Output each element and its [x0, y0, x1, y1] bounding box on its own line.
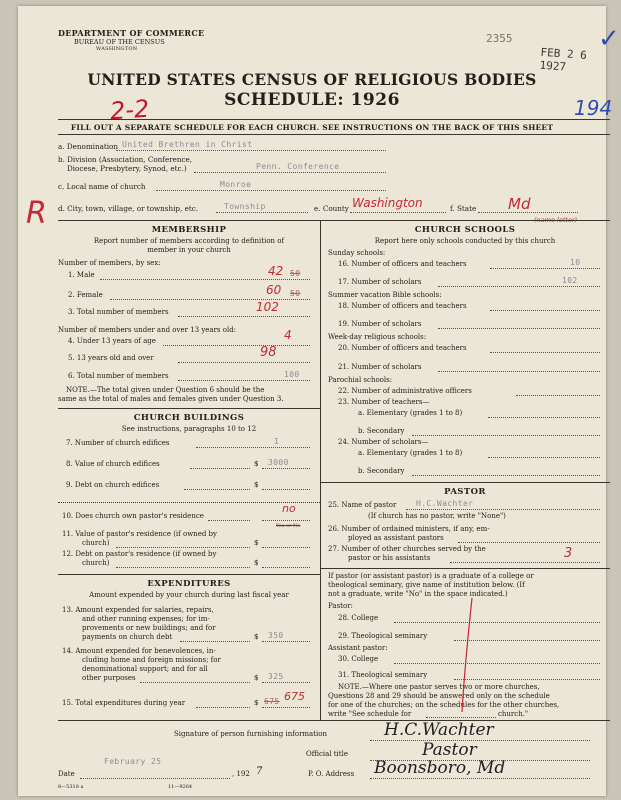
q10-options: Yes or No	[276, 523, 301, 529]
expenditures-title: EXPENDITURES	[147, 579, 231, 589]
address-label: P. O. Address	[308, 770, 355, 778]
q27-field[interactable]: 3	[564, 546, 573, 561]
state-field[interactable]: Md	[508, 195, 531, 213]
q24b-line[interactable]	[412, 475, 600, 476]
q26-label-2: ployed as assistant pastors	[348, 534, 444, 542]
q24a-line[interactable]	[488, 457, 600, 458]
q5-field[interactable]: 98	[260, 345, 277, 360]
pastor-note: NOTE.—Where one pastor serves two or more churches,	[338, 683, 540, 691]
handwritten-code-left: 2-2	[109, 94, 151, 126]
divider-graduate	[320, 568, 610, 569]
buildings-title: CHURCH BUILDINGS	[133, 413, 245, 423]
graduate-note-2: theological seminary, give name of institution below. (If	[328, 581, 525, 589]
q19-label: 19. Number of scholars	[338, 320, 422, 328]
q13-dollar: $	[254, 633, 259, 641]
signature-label: Signature of person furnishing information	[174, 730, 328, 738]
q14-label-2: cluding home and foreign missions; for	[82, 656, 221, 664]
denomination-label: a. Denomination	[58, 142, 118, 151]
q25-sub: (If church has no pastor, write "None")	[368, 512, 506, 520]
date-received-stamp: FEB 2 6 1927	[539, 45, 588, 74]
official-title-label: Official title	[306, 750, 348, 758]
q13-label-2: and other running expenses; for im-	[82, 615, 210, 623]
q18-line[interactable]	[490, 310, 600, 311]
q11-label-2: church)	[82, 539, 110, 547]
q22-label: 22. Number of administrative officers	[338, 387, 472, 395]
q12-dollar: $	[254, 559, 259, 567]
q8-field[interactable]: 3000	[268, 458, 289, 467]
q7-field[interactable]: 1	[274, 437, 280, 446]
bureau-name: BUREAU OF THE CENSUS	[74, 38, 165, 46]
q8-label: 8. Value of church edifices	[66, 460, 160, 468]
q24a-label: a. Elementary (grades 1 to 8)	[358, 449, 463, 457]
q16-field[interactable]: 10	[570, 258, 581, 267]
parochial-label: Parochial schools:	[328, 376, 393, 384]
city-name: WASHINGTON	[96, 46, 138, 52]
q1-line	[100, 279, 310, 280]
membership-title: MEMBERSHIP	[151, 225, 227, 235]
denomination-field[interactable]: United Brethren in Christ	[122, 140, 253, 149]
q13-label: 13. Amount expended for salaries, repairs,	[62, 606, 214, 614]
print-code: 11—9264	[168, 784, 193, 790]
age-intro-label: Number of members under and over 13 years old:	[58, 326, 237, 334]
county-note: (name letter)	[534, 216, 578, 224]
date-year: , 192	[232, 770, 250, 778]
q13-line	[262, 641, 310, 642]
division-field[interactable]: Penn. Conference	[256, 162, 340, 171]
q9-dollar: $	[254, 481, 259, 489]
address-field[interactable]: Boonsboro, Md	[374, 758, 506, 778]
q1-label: 1. Male	[68, 271, 95, 279]
q6-field[interactable]: 100	[284, 370, 300, 379]
divider-sections	[58, 220, 610, 221]
q11-line[interactable]	[262, 547, 310, 548]
q30-label: 30. College	[338, 655, 379, 663]
handwritten-code-right: 194	[574, 96, 613, 120]
q25-label: 25. Name of pastor	[328, 501, 397, 509]
q10-field[interactable]: no	[282, 502, 296, 515]
q8-dots	[190, 468, 250, 469]
q8-dollar: $	[254, 460, 259, 468]
q18-label: 18. Number of officers and teachers	[338, 302, 467, 310]
q29-label: 29. Theological seminary	[338, 632, 428, 640]
q28-label: 28. College	[338, 614, 379, 622]
divider-instructions	[58, 134, 610, 135]
red-pencil-stroke	[458, 596, 478, 716]
local-name-field[interactable]: Monroe	[220, 180, 252, 189]
q9-label: 9. Debt on church edifices	[66, 481, 160, 489]
q12-line[interactable]	[262, 567, 310, 568]
q11-label: 11. Value of pastor's residence (if owned by	[62, 530, 217, 538]
pastor-title: PASTOR	[444, 487, 486, 497]
buildings-sub: See instructions, paragraphs 10 to 12	[121, 425, 257, 433]
form-title: UNITED STATES CENSUS OF RELIGIOUS BODIES	[87, 70, 537, 89]
q24b-label: b. Secondary	[358, 467, 405, 475]
signature-line	[370, 740, 590, 741]
q9-dots	[184, 489, 250, 490]
q27-label: 27. Number of other churches served by the	[328, 545, 486, 553]
pastor-note-line	[426, 717, 496, 718]
pastor-label: Pastor:	[328, 602, 353, 610]
form-subtitle: SCHEDULE: 1926	[224, 90, 400, 110]
q16-label: 16. Number of officers and teachers	[338, 260, 467, 268]
date-field[interactable]: February 25	[104, 757, 162, 766]
city-field[interactable]: Township	[224, 202, 266, 211]
q13-label-4: payments on church debt	[82, 633, 173, 641]
q5-line	[178, 362, 310, 363]
vacation-label: Summer vacation Bible schools:	[328, 291, 442, 299]
census-schedule-sheet	[18, 6, 620, 796]
q13-field[interactable]: 350	[268, 631, 284, 640]
date-year-digit[interactable]: 7	[256, 766, 263, 777]
membership-intro: Report number of members according to definition of	[93, 237, 285, 245]
city-label: d. City, town, village, or township, etc.	[58, 204, 199, 213]
q8-line	[262, 468, 310, 469]
q4-label: 4. Under 13 years of age	[68, 337, 156, 345]
membership-intro-2: member in your church	[147, 246, 231, 254]
county-label: e. County	[314, 204, 349, 213]
state-label: f. State	[450, 204, 477, 213]
q23b-line[interactable]	[412, 435, 600, 436]
q14-dots	[140, 682, 250, 683]
margin-mark: R	[26, 196, 47, 231]
local-name-label: c. Local name of church	[58, 182, 146, 191]
q25-line	[406, 509, 600, 510]
q11-dots	[116, 547, 250, 548]
q17-line	[438, 286, 600, 287]
q15-typed-value: 675	[264, 697, 280, 706]
divider-footer	[58, 720, 610, 721]
q28-line[interactable]	[394, 622, 600, 623]
q13-label-3: provements or new buildings; and for	[82, 624, 216, 632]
division-label: b. Division (Association, Conference,	[58, 155, 193, 164]
q10-label: 10. Does church own pastor's residence	[62, 512, 204, 520]
q2-typed-value: 50	[290, 289, 301, 298]
q22-line[interactable]	[516, 395, 600, 396]
weekday-label: Week-day religious schools:	[328, 333, 427, 341]
assistant-label: Assistant pastor:	[328, 644, 388, 652]
signature-field[interactable]: H.C.Wachter	[384, 720, 494, 740]
q2-field[interactable]: 60	[266, 283, 282, 297]
county-field[interactable]: Washington	[352, 196, 423, 210]
q21-line[interactable]	[438, 371, 600, 372]
q9-line[interactable]	[262, 489, 310, 490]
q6-label: 6. Total number of members	[68, 372, 169, 380]
q25-field[interactable]: H.C.Wachter	[416, 499, 474, 508]
q10-dots	[208, 520, 250, 521]
pastor-note-2: Questions 28 and 29 should be answered only on the schedule	[328, 692, 550, 700]
q20-label: 20. Number of officers and teachers	[338, 344, 467, 352]
q14-line	[262, 682, 310, 683]
schools-title: CHURCH SCHOOLS	[414, 225, 516, 235]
q14-dollar: $	[254, 674, 259, 682]
divider-buildings	[58, 408, 320, 409]
q7-line	[196, 447, 310, 448]
q15-dots	[196, 707, 250, 708]
q3-line	[178, 316, 310, 317]
q27-label-2: pastor or his assistants	[348, 554, 431, 562]
check-mark-icon: ✓	[598, 24, 620, 54]
local-name-line	[156, 190, 386, 191]
q5-label: 5. 13 years old and over	[68, 354, 154, 362]
q24-label: 24. Number of scholars—	[338, 438, 429, 446]
q14-field[interactable]: 325	[268, 672, 284, 681]
q26-label: 26. Number of ordained ministers, if any, em-	[328, 525, 490, 533]
membership-note: NOTE.—The total given under Question 6 should be the	[66, 386, 265, 394]
q19-line[interactable]	[438, 328, 600, 329]
q12-label: 12. Debt on pastor's residence (if owned by	[62, 550, 217, 558]
division-label-2: Diocese, Presbytery, Synod, etc.)	[67, 164, 187, 173]
q1-field[interactable]: 42	[268, 264, 284, 278]
date-label: Date	[58, 770, 75, 778]
department-name: DEPARTMENT OF COMMERCE	[58, 28, 205, 38]
divider-expenditures	[58, 574, 320, 575]
q21-label: 21. Number of scholars	[338, 363, 422, 371]
q23-label: 23. Number of teachers—	[338, 398, 430, 406]
city-line	[216, 212, 308, 213]
q2-label: 2. Female	[68, 291, 103, 299]
official-title-field[interactable]: Pastor	[422, 740, 477, 760]
q17-field[interactable]: 102	[562, 276, 578, 285]
q4-field[interactable]: 4	[284, 328, 292, 342]
q10-line	[262, 520, 310, 521]
q23b-label: b. Secondary	[358, 427, 405, 435]
q16-line	[490, 268, 600, 269]
membership-note-2: same as the total of males and females given under Question 3.	[58, 395, 284, 403]
expenditures-sub: Amount expended by your church during last fiscal year	[89, 591, 289, 599]
q26-line[interactable]	[458, 542, 600, 543]
q1-typed-value: 50	[290, 269, 301, 278]
q11-dollar: $	[254, 539, 259, 547]
q12-dots	[116, 567, 250, 568]
division-line	[194, 172, 386, 173]
q23a-label: a. Elementary (grades 1 to 8)	[358, 409, 463, 417]
q2-line	[110, 299, 310, 300]
graduate-note-3: not a graduate, write "No" in the space indicated.)	[328, 590, 508, 598]
schools-intro: Report here only schools conducted by this church	[374, 237, 556, 245]
q23a-line[interactable]	[488, 417, 600, 418]
divider-pastor	[320, 482, 610, 483]
q14-label-4: other purposes	[82, 674, 136, 682]
q31-label: 31. Theological seminary	[338, 671, 428, 679]
q14-label-3: denominational support; and for all	[82, 665, 208, 673]
sunday-label: Sunday schools:	[328, 249, 386, 257]
denomination-line	[116, 150, 386, 151]
q15-dollar: $	[254, 699, 259, 707]
graduate-note: If pastor (or assistant pastor) is a graduate of a college or	[328, 572, 534, 580]
serial-number: 2355	[486, 32, 513, 45]
pastor-note-5: church."	[498, 710, 529, 718]
q13-dots	[180, 641, 250, 642]
divider-residence	[58, 502, 320, 503]
q14-label: 14. Amount expended for benevolences, in-	[62, 647, 216, 655]
q27-line	[450, 562, 600, 563]
q7-label: 7. Number of church edifices	[66, 439, 170, 447]
column-divider	[320, 220, 321, 720]
pastor-note-3: for one of the churches; on the schedules for the other churches,	[328, 701, 560, 709]
by-sex-label: Number of members, by sex:	[58, 259, 161, 267]
date-line	[80, 778, 230, 779]
q15-line	[262, 707, 310, 708]
q30-line[interactable]	[394, 663, 600, 664]
q4-line	[163, 345, 310, 346]
q3-label: 3. Total number of members	[68, 308, 169, 316]
q12-label-2: church)	[82, 559, 110, 567]
q15-field[interactable]: 675	[284, 690, 305, 703]
q17-label: 17. Number of scholars	[338, 278, 422, 286]
form-number: 8—5318 a	[58, 784, 84, 790]
pastor-note-4: write "See schedule for	[328, 710, 412, 718]
q20-line[interactable]	[490, 352, 600, 353]
instructions-line: FILL OUT A SEPARATE SCHEDULE FOR EACH CHURCH. SEE INSTRUCTIONS ON THE BACK OF THIS SHEET	[70, 123, 554, 132]
address-line	[370, 778, 590, 779]
q3-field[interactable]: 102	[256, 300, 279, 314]
q6-line	[178, 380, 310, 381]
q15-label: 15. Total expenditures during year	[62, 699, 186, 707]
county-line	[350, 212, 446, 213]
divider-top	[58, 119, 610, 120]
